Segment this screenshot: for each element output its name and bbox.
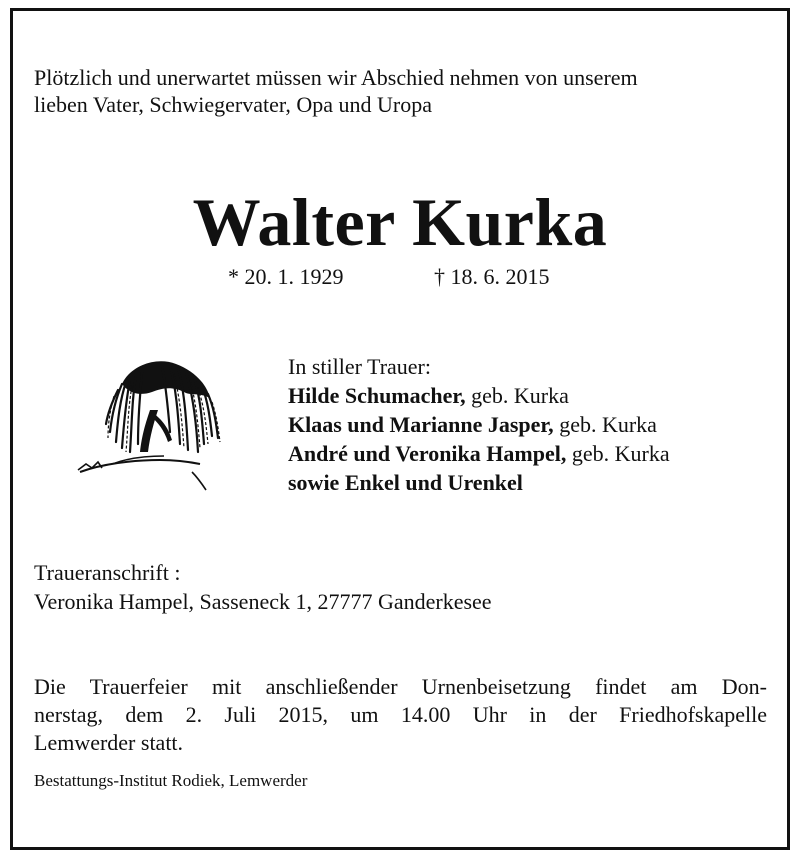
- birth-date: * 20. 1. 1929: [228, 264, 344, 289]
- mourner-name: Hilde Schumacher,: [288, 383, 466, 408]
- ceremony-line-1: Die Trauerfeier mit anschließender Urnenbeisetzung findet am Don-: [34, 674, 767, 699]
- mourners-block: [288, 352, 778, 497]
- mourner-suffix: geb. Kurka: [571, 441, 670, 466]
- mourner-line: [288, 468, 778, 497]
- mourner-line: [288, 381, 778, 410]
- mourning-heading: In stiller Trauer:: [288, 354, 431, 379]
- address-text: Veronika Hampel, Sasseneck 1, 27777 Ganderkesee: [34, 589, 492, 614]
- mourner-name: sowie Enkel und Urenkel: [288, 470, 523, 495]
- death-date: † 18. 6. 2015: [434, 264, 550, 289]
- intro-line-1: Plötzlich und unerwartet müssen wir Abschied nehmen von unserem: [34, 65, 638, 90]
- ceremony-line-3: Lemwerder statt.: [34, 730, 184, 755]
- intro-line-2: lieben Vater, Schwiegervater, Opa und Uropa: [34, 92, 432, 117]
- mourner-name: André und Veronika Hampel,: [288, 441, 567, 466]
- address-label: Traueranschrift :: [34, 560, 181, 585]
- intro-text: [34, 64, 774, 118]
- mourning-address: [34, 558, 774, 616]
- mourner-line: [288, 439, 778, 468]
- ceremony-text: [34, 673, 767, 757]
- ceremony-line-2: nerstag, dem 2. Juli 2015, um 14.00 Uhr in der Friedhofskapelle: [34, 702, 767, 727]
- mourner-suffix: geb. Kurka: [559, 412, 657, 437]
- mourner-suffix: geb. Kurka: [471, 383, 569, 408]
- deceased-name: Walter Kurka: [192, 184, 608, 260]
- undertaker-credit: Bestattungs-Institut Rodiek, Lemwerder: [34, 771, 308, 790]
- weeping-willow-icon: [72, 352, 228, 492]
- mourner-line: [288, 410, 778, 439]
- mourner-name: Klaas und Marianne Jasper,: [288, 412, 554, 437]
